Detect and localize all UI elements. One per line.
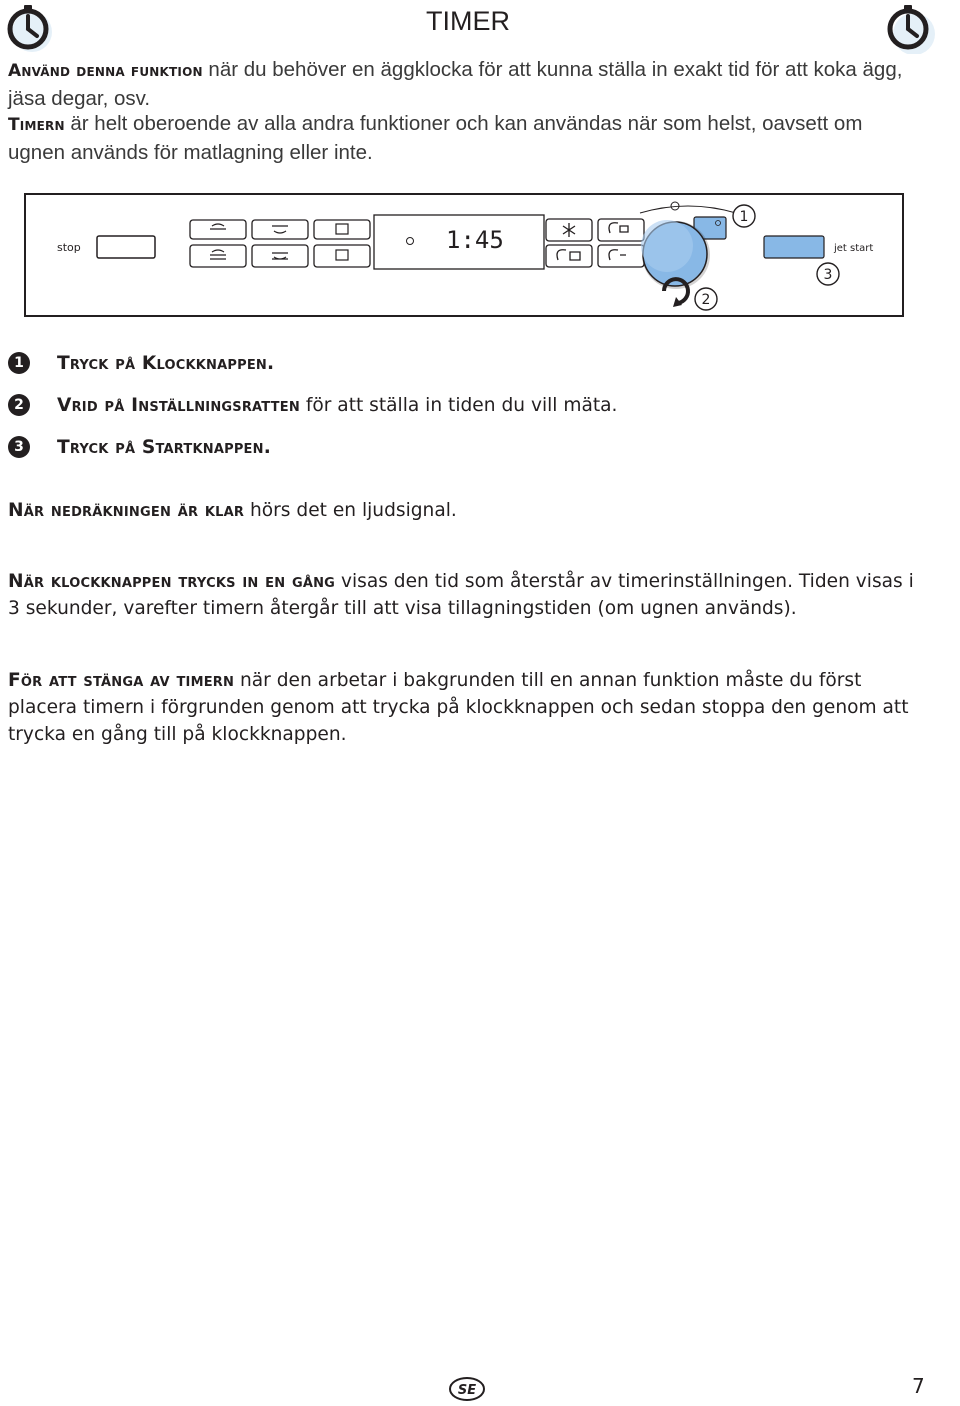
intro-lead-2: Timern xyxy=(8,115,65,135)
note-text-1: hörs det en ljudsignal. xyxy=(244,500,457,521)
note-lead-3: För att stänga av timern xyxy=(8,670,235,691)
step-lead: Tryck på Startknappen. xyxy=(57,436,271,458)
step-number: 2 xyxy=(8,394,30,416)
step-text: för att ställa in tiden du vill mäta. xyxy=(299,394,618,416)
step-lead: Vrid på Inställningsratten xyxy=(57,394,300,416)
note-turn-off xyxy=(8,667,923,748)
step-1 xyxy=(8,348,274,378)
note-lead-1: När nedräkningen är klar xyxy=(8,500,245,521)
start-label: jet start xyxy=(834,243,874,254)
note-text-3: när den arbetar i bakgrunden till en annan funktion måste du först placera timern i förgrunden genom att trycka på klockknappen och sedan stoppa den genom att trycka en gång till på klockknappen. xyxy=(8,670,909,745)
step-lead: Tryck på Klockknappen. xyxy=(57,352,275,374)
step-2 xyxy=(8,390,617,420)
language-badge xyxy=(448,1376,486,1402)
intro-text-2: är helt oberoende av alla andra funktioner och kan användas när som helst, oavsett om ugnen används för matlagning eller inte. xyxy=(8,112,863,164)
start-button xyxy=(764,236,824,258)
svg-text:3: 3 xyxy=(823,267,833,283)
stopwatch-icon xyxy=(884,2,936,54)
note-lead-2: När klockknappen trycks in en gång xyxy=(8,571,336,592)
stop-label: stop xyxy=(57,241,81,254)
svg-text:1: 1 xyxy=(739,209,749,225)
page-number: 7 xyxy=(912,1374,925,1398)
note-text-2: visas den tid som återstår av timerinställningen. Tiden visas i 3 sekunder, varefter timern återgår till att visa tillagningstiden (om ugnen används). xyxy=(8,571,914,619)
note-clock-button xyxy=(8,568,923,622)
page-title: TIMER xyxy=(426,6,510,36)
intro-paragraph-1 xyxy=(8,56,923,112)
step-number: 1 xyxy=(8,352,30,374)
intro-text-1: när du behöver en äggklocka för att kunna ställa in exakt tid för att koka ägg, jäsa degar, osv. xyxy=(8,58,903,110)
note-countdown-done xyxy=(8,497,923,524)
step-3 xyxy=(8,432,271,462)
stop-button xyxy=(97,236,155,258)
svg-text:SE: SE xyxy=(457,1383,477,1398)
step-number: 3 xyxy=(8,436,30,458)
display-time: 1:45 xyxy=(446,226,504,254)
svg-text:2: 2 xyxy=(701,292,711,308)
intro-lead-1: Använd denna funktion xyxy=(8,61,203,81)
oven-control-panel xyxy=(24,193,904,317)
intro-paragraph-2 xyxy=(8,110,923,166)
